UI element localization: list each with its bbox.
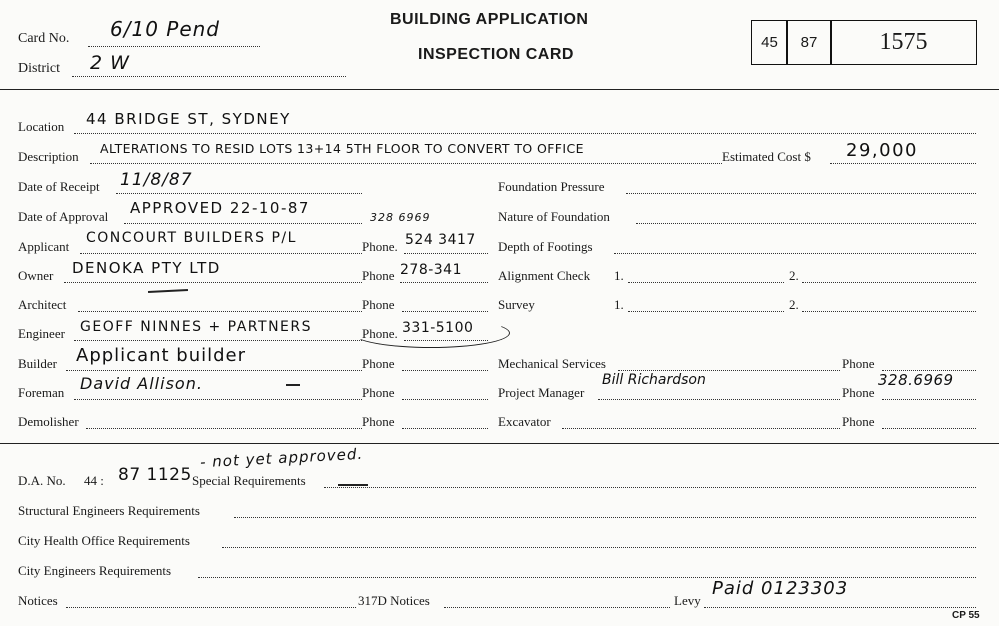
survey-2-label: 2. xyxy=(789,297,799,312)
builder-value: Applicant builder xyxy=(76,345,247,366)
demolisher-phone-label: Phone xyxy=(362,414,395,429)
form-code: CP 55 xyxy=(952,610,980,621)
card-no-value: 6/10 Pend xyxy=(110,17,221,41)
foreman-label: Foreman xyxy=(18,385,65,400)
location-value: 44 BRIDGE ST, SYDNEY xyxy=(86,110,291,128)
card-number-box: 1575 xyxy=(830,20,977,65)
city-engineers-label: City Engineers Requirements xyxy=(18,563,172,578)
applicant-phone-label: Phone. xyxy=(362,239,398,254)
alignment-check-2-label: 2. xyxy=(789,268,799,283)
notices-317d-label: 317D Notices xyxy=(358,593,430,608)
mechanical-phone-label: Phone xyxy=(842,356,875,371)
special-underline-mark xyxy=(338,484,368,486)
excavator-phone-label: Phone xyxy=(842,414,875,429)
notices-label: Notices xyxy=(18,593,58,608)
architect-dash-mark xyxy=(148,289,188,293)
description-label: Description xyxy=(18,149,79,164)
district-value: 2 W xyxy=(90,52,130,74)
da-no-label: D.A. No. xyxy=(18,473,66,488)
excavator-label: Excavator xyxy=(498,414,551,429)
mechanical-services-label: Mechanical Services xyxy=(498,356,606,371)
survey-1-label: 1. xyxy=(614,297,624,312)
engineer-circle-mark xyxy=(352,318,510,348)
levy-value: Paid 0123303 xyxy=(712,578,849,599)
depth-footings-label: Depth of Footings xyxy=(498,239,593,254)
alignment-check-1-label: 1. xyxy=(614,268,624,283)
card-no-label: Card No. xyxy=(18,31,70,46)
builder-label: Builder xyxy=(18,356,57,371)
project-manager-phone-value: 328.6969 xyxy=(878,371,954,389)
district-label: District xyxy=(18,61,60,76)
owner-phone-value: 278-341 xyxy=(400,262,462,278)
structural-requirements-label: Structural Engineers Requirements xyxy=(18,503,200,518)
form-title-line2: INSPECTION CARD xyxy=(418,46,574,63)
health-requirements-label: City Health Office Requirements xyxy=(18,533,190,548)
alignment-check-label: Alignment Check xyxy=(498,268,591,283)
foreman-phone-label: Phone xyxy=(362,385,395,400)
nature-foundation-label: Nature of Foundation xyxy=(498,209,610,224)
date-receipt-value: 11/8/87 xyxy=(120,170,193,190)
applicant-value: CONCOURT BUILDERS P/L xyxy=(86,230,297,246)
project-manager-phone-label: Phone xyxy=(842,385,875,400)
da-no-value: 87 1125 xyxy=(118,465,192,485)
applicant-phone-value: 524 3417 xyxy=(405,232,476,248)
project-manager-value: Bill Richardson xyxy=(602,372,706,388)
engineer-phone-value: 331-5100 xyxy=(402,320,474,336)
builder-phone-label: Phone xyxy=(362,356,395,371)
middle-divider xyxy=(0,443,999,444)
form-title-line1: BUILDING APPLICATION xyxy=(390,11,589,28)
foreman-value: David Allison. xyxy=(80,374,203,393)
levy-label: Levy xyxy=(674,593,701,608)
demolisher-label: Demolisher xyxy=(18,414,79,429)
header-divider xyxy=(0,89,999,90)
special-requirements-label: Special Requirements xyxy=(192,473,306,488)
estimated-cost-label: Estimated Cost $ xyxy=(722,149,811,164)
foundation-pressure-label: Foundation Pressure xyxy=(498,179,605,194)
date-approval-note: 328 6969 xyxy=(370,211,431,224)
date-approval-value: APPROVED 22-10-87 xyxy=(130,199,310,217)
card-box-1: 45 xyxy=(751,20,788,65)
applicant-label: Applicant xyxy=(18,239,70,254)
date-receipt-label: Date of Receipt xyxy=(18,179,100,194)
owner-label: Owner xyxy=(18,268,54,283)
engineer-phone-label: Phone. xyxy=(362,326,398,341)
architect-phone-label: Phone xyxy=(362,297,395,312)
location-label: Location xyxy=(18,119,65,134)
architect-label: Architect xyxy=(18,297,67,312)
project-manager-label: Project Manager xyxy=(498,385,585,400)
special-requirements-note: - not yet approved. xyxy=(199,444,364,472)
da-prefix: 44 : xyxy=(84,473,104,488)
date-approval-label: Date of Approval xyxy=(18,209,109,224)
owner-value: DENOKA PTY LTD xyxy=(72,259,221,277)
engineer-label: Engineer xyxy=(18,326,65,341)
foreman-dash-mark xyxy=(286,384,300,386)
estimated-cost-value: 29,000 xyxy=(846,140,918,161)
engineer-value: GEOFF NINNES + PARTNERS xyxy=(80,319,312,335)
survey-label: Survey xyxy=(498,297,535,312)
owner-phone-label: Phone xyxy=(362,268,395,283)
card-box-2: 87 xyxy=(786,20,832,65)
description-value: ALTERATIONS TO RESID LOTS 13+14 5TH FLOOR TO CONVERT TO OFFICE xyxy=(100,141,584,156)
